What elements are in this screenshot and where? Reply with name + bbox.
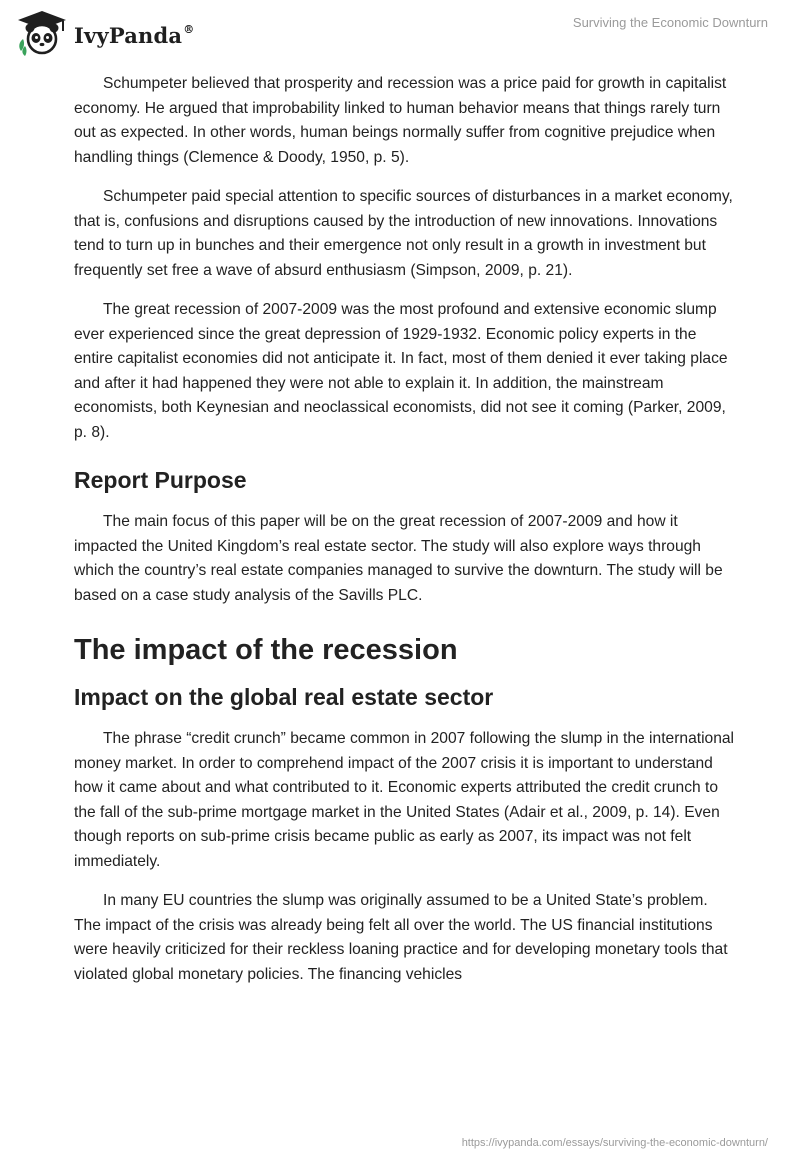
paragraph: The great recession of 2007-2009 was the most profound and extensive economic slump ever experienced since the great depression of 1929-1932. Economic policy experts in the entire capitalist economies did not anticipate it. In fact, most of them denied it ever taking place and after it had happened they were not able to explain it. In addition, the mainstream economists, both Keynesian and neoclassical economists, did not see it coming (Parker, 2009, p. 8). xyxy=(74,301,728,441)
ivypanda-logo[interactable] xyxy=(14,9,194,57)
paragraph: Schumpeter believed that prosperity and recession was a price paid for growth in capitalist economy. He argued that improbability linked to human behavior means that things rarely turn out as expected. In other words, human beings normally suffer from cognitive prejudice when handling things (Clemence & Doody, 1950, p. 5). xyxy=(74,75,727,166)
section-heading-report-purpose: Report Purpose xyxy=(74,467,247,493)
paragraph: The main focus of this paper will be on the great recession of 2007-2009 and how it impacted the United Kingdom’s real estate sector. The study will also explore ways through which the country’s real estate companies managed to survive the downturn. The study will be based on a case study analysis of the Savills PLC. xyxy=(74,513,723,604)
article-body xyxy=(74,72,734,1002)
subsection-heading-global-real-estate: Impact on the global real estate sector xyxy=(74,684,494,710)
panda-graduate-icon xyxy=(14,9,70,57)
paragraph: The phrase “credit crunch” became common in 2007 following the slump in the international money market. In order to comprehend impact of the 2007 crisis it is important to understand how it came about and what contributed to it. Economic experts attributed the credit crunch to the fall of the sub-prime mortgage market in the United States (Adair et al., 2009, p. 14). Even though reports on sub-prime crisis became public as early as 2007, its impact was not felt immediately. xyxy=(74,730,735,870)
paragraph: Schumpeter paid special attention to specific sources of disturbances in a market economy, that is, confusions and disruptions caused by the introduction of new innovations. Innovations tend to turn up in bunches and their emergence not only result in a growth in investment but frequently set free a wave of absurd enthusiasm (Simpson, 2009, p. 21). xyxy=(74,188,733,279)
source-url[interactable]: https://ivypanda.com/essays/surviving-the-economic-downturn/ xyxy=(461,1137,768,1149)
page-header xyxy=(0,0,800,70)
section-heading-impact: The impact of the recession xyxy=(74,634,458,666)
paragraph: In many EU countries the slump was originally assumed to be a United State’s problem. The impact of the crisis was already being felt all over the world. The US financial institutions were heavily criticized for their reckless loaning practice and for developing monetary tools that violated global monetary policies. The financing vehicles xyxy=(74,892,728,983)
document-title: Surviving the Economic Downturn xyxy=(572,15,768,30)
brand-name: IvyPanda® xyxy=(74,22,195,48)
registered-mark: ® xyxy=(183,22,195,36)
